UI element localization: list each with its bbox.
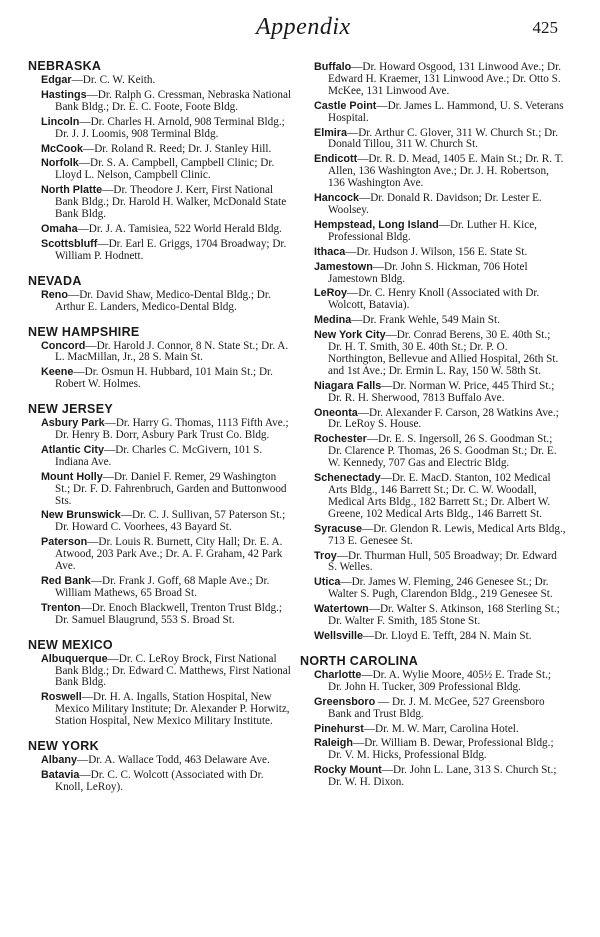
directory-entry [314, 128, 566, 152]
directory-entry [41, 770, 294, 794]
entry-text: —Dr. S. A. Campbell, Campbell Clinic; Dr. Lloyd L. Nelson, Campbell Clinic. [55, 157, 275, 182]
entry-text: —Dr. Frank J. Goff, 68 Maple Ave.; Dr. William Mathews, 65 Broad St. [55, 575, 270, 599]
directory-entry [314, 330, 566, 378]
city-name: Atlantic City [41, 443, 104, 456]
directory-entry [41, 692, 294, 728]
city-name: Hempstead, Long Island [314, 218, 439, 231]
entry-text: —Dr. Earl E. Griggs, 1704 Broadway; Dr. William P. Hodnett. [55, 237, 287, 262]
directory-entry [314, 738, 566, 762]
city-name: Medina [314, 314, 352, 327]
directory-entry [41, 576, 294, 600]
city-name: Albuquerque [41, 652, 108, 665]
directory-entry [41, 75, 294, 87]
entry-text: —Dr. John S. Hickman, 706 Hotel Jamestown Bldg. [328, 260, 528, 285]
state-section-north-carolina [300, 654, 566, 789]
state-heading: NEW HAMPSHIRE [28, 324, 140, 339]
entry-text: —Dr. Thurman Hull, 505 Broadway; Dr. Edward S. Welles. [328, 549, 557, 574]
entry-text: —Dr. William B. Dewar, Professional Bldg.; Dr. V. M. Hicks, Professional Bldg. [328, 737, 554, 762]
entry-text: —Dr. David Shaw, Medico-Dental Bldg.; Dr. Arthur E. Landers, Medico-Dental Bldg. [55, 288, 271, 313]
state-heading: NEW YORK [28, 739, 99, 754]
entry-text: —Dr. Frank Wehle, 549 Main St. [351, 314, 500, 327]
entry-text: —Dr. C. LeRoy Brock, First National Bank Bldg.; Dr. Edward C. Matthews, First National Bank Bldg. [55, 652, 291, 689]
entry-text: —Dr. James W. Fleming, 246 Genesee St.; Dr. Walter S. Pugh, Clarendon Bldg., 219 Genesee St. [328, 576, 553, 601]
city-name: Ithaca [314, 245, 346, 258]
directory-entry [314, 434, 566, 470]
directory-entry [41, 90, 294, 114]
city-name: Jamestown [314, 260, 373, 273]
city-name: Concord [41, 339, 86, 352]
entry-text: —Dr. John L. Lane, 313 S. Church St.; Dr. W. H. Dixon. [328, 764, 557, 789]
city-name: Edgar [41, 74, 72, 86]
city-name: Red Bank [41, 575, 91, 587]
city-name: Buffalo [314, 61, 352, 73]
entry-text: —Dr. C. W. Keith. [71, 74, 156, 86]
page-number: 425 [532, 18, 558, 37]
city-name: Syracuse [314, 522, 363, 535]
city-name: Omaha [41, 222, 78, 235]
city-name: LeRoy [314, 287, 347, 300]
city-name: Niagara Falls [314, 379, 382, 392]
directory-entry [41, 341, 294, 365]
entry-text: —Dr. James L. Hammond, U. S. Veterans Hospital. [328, 99, 564, 124]
directory-entry [314, 315, 566, 327]
city-name: North Platte [41, 184, 103, 197]
directory-entry [314, 262, 566, 286]
directory-entry [314, 247, 566, 259]
entry-text: — Dr. J. M. McGee, 527 Greensboro Bank and Trust Bldg. [328, 695, 545, 720]
entry-text: —Dr. Howard Osgood, 131 Linwood Ave.; Dr. Edward H. Kraemer, 131 Linwood Ave.; Dr. Otto S. McKee, 131 Linwood Ave. [328, 61, 562, 97]
city-name: Batavia [41, 768, 80, 781]
directory-entry [41, 510, 294, 534]
city-name: Scottsbluff [41, 237, 98, 250]
entry-text: —Dr. Donald R. Davidson; Dr. Lester E. Woolsey. [328, 192, 542, 216]
city-name: Pinehurst [314, 722, 364, 735]
city-name: Paterson [41, 536, 88, 549]
entry-text: —Dr. Glendon R. Lewis, Medical Arts Bldg., 713 E. Genesee St. [328, 522, 566, 547]
city-name: Lincoln [41, 115, 80, 128]
page-header [0, 14, 600, 44]
city-name: Schenectady [314, 472, 381, 485]
city-name: Utica [314, 576, 341, 589]
entry-text: —Dr. Ralph G. Cressman, Nebraska National Bank Bldg.; Dr. E. C. Foote, Foote Bldg. [55, 88, 292, 113]
directory-entry [41, 472, 294, 508]
city-name: Endicott [314, 153, 358, 166]
entry-text: —Dr. Charles C. McGivern, 101 S. Indiana Ave. [55, 443, 263, 468]
directory-entry [314, 288, 566, 312]
left-column [28, 59, 294, 797]
directory-entry [41, 117, 294, 141]
directory-entry [314, 220, 566, 244]
entry-text: —Dr. Louis R. Burnett, City Hall; Dr. E. A. Atwood, 203 Park Ave.; Dr. A. F. Graham, 42 Park Ave. [55, 536, 283, 573]
directory-entry [314, 577, 566, 601]
state-section-nevada [28, 274, 294, 314]
entry-text: —Dr. H. A. Ingalls, Station Hospital, New Mexico Military Institute; Dr. Alexander P. Horwitz, Station Hospital, New Mexico Military Institute. [55, 691, 290, 728]
directory-entry [314, 670, 566, 694]
city-name: Trenton [41, 601, 81, 614]
entry-text: —Dr. J. A. Tamisiea, 522 World Herald Bldg. [77, 222, 282, 235]
city-name: Wellsville [314, 629, 364, 642]
state-section-nebraska [28, 59, 294, 263]
city-name: Hastings [41, 88, 87, 101]
directory-entry [314, 381, 566, 405]
directory-entry [314, 724, 566, 736]
entry-text: —Dr. R. D. Mead, 1405 E. Main St.; Dr. R. T. Allen, 136 Washington Ave.; Dr. J. H. Robertson, 136 Washington Ave. [328, 153, 564, 190]
state-heading: NEVADA [28, 273, 82, 288]
state-heading: NEW MEXICO [28, 637, 113, 652]
city-name: McCook [41, 142, 83, 155]
entry-text: —Dr. Alexander F. Carson, 28 Watkins Ave.; Dr. LeRoy S. House. [328, 406, 559, 431]
state-section-continued [300, 62, 566, 643]
directory-entry [314, 765, 566, 789]
right-column [300, 62, 566, 792]
entry-text: —Dr. Theodore J. Kerr, First National Bank Bldg.; Dr. Harold H. Walker, McDonald State Bank Bldg. [55, 184, 287, 221]
city-name: Roswell [41, 691, 82, 704]
state-heading: NORTH CAROLINA [300, 653, 419, 668]
state-heading: NEW JERSEY [28, 402, 113, 417]
entry-text: —Dr. Norman W. Price, 445 Third St.; Dr. R. H. Sherwood, 7813 Buffalo Ave. [328, 379, 555, 404]
page-title: Appendix [256, 14, 351, 40]
directory-entry [41, 239, 294, 263]
entry-text: —Dr. C. C. Wolcott (Associated with Dr. Knoll, LeRoy). [55, 768, 264, 793]
city-name: Greensboro [314, 695, 376, 708]
directory-entry [41, 185, 294, 221]
directory-entry [41, 224, 294, 236]
city-name: Rocky Mount [314, 764, 382, 777]
entry-text: —Dr. E. S. Ingersoll, 26 S. Goodman St.; Dr. Clarence P. Thomas, 26 S. Goodman St.; Dr. E. W. Kennedy, 707 Gas and Electric Bldg. [328, 433, 557, 470]
directory-entry [41, 603, 294, 627]
city-name: Norfolk [41, 157, 79, 170]
state-section-new-jersey [28, 402, 294, 627]
city-name: Charlotte [314, 668, 362, 681]
directory-entry [41, 755, 294, 767]
city-name: Elmira [314, 126, 348, 139]
entry-text: —Dr. Lloyd E. Tefft, 284 N. Main St. [363, 629, 532, 642]
city-name: Raleigh [314, 737, 353, 750]
directory-entry [41, 537, 294, 573]
city-name: Asbury Park [41, 417, 105, 430]
city-name: New Brunswick [41, 509, 121, 522]
directory-entry [314, 193, 566, 217]
entry-text: —Dr. Charles H. Arnold, 908 Terminal Bldg.; Dr. J. J. Loomis, 908 Terminal Bldg. [55, 115, 285, 140]
entry-text: —Dr. Enoch Blackwell, Trenton Trust Bldg.; Dr. Samuel Blaugrund, 553 S. Broad St. [55, 601, 282, 626]
city-name: Hancock [314, 192, 360, 205]
directory-entry [314, 154, 566, 190]
city-name: Mount Holly [41, 470, 103, 483]
directory-entry [314, 408, 566, 432]
directory-entry [41, 654, 294, 690]
city-name: Keene [41, 366, 74, 379]
entry-text: —Dr. A. Wallace Todd, 463 Delaware Ave. [77, 754, 270, 767]
city-name: Rochester [314, 433, 367, 446]
state-heading: NEBRASKA [28, 59, 102, 73]
directory-entry [41, 158, 294, 182]
state-section-new-hampshire [28, 325, 294, 392]
directory-entry [41, 290, 294, 314]
entry-text: —Dr. A. Wylie Moore, 405½ E. Trade St.; Dr. John H. Tucker, 309 Professional Bldg. [328, 668, 552, 693]
directory-entry [314, 631, 566, 643]
entry-text: —Dr. Walter S. Atkinson, 168 Sterling St.; Dr. Walter F. Smith, 185 Stone St. [328, 603, 560, 628]
city-name: Oneonta [314, 406, 358, 419]
entry-text: —Dr. Harry G. Thomas, 1113 Fifth Ave.; Dr. Henry B. Dorr, Asbury Park Trust Co. Bldg. [55, 417, 289, 442]
state-section-new-york [28, 739, 294, 794]
entry-text: —Dr. Luther H. Kice, Professional Bldg. [328, 218, 537, 243]
entry-text: —Dr. Arthur C. Glover, 311 W. Church St.; Dr. Donald Tillou, 311 W. Church St. [328, 126, 559, 151]
directory-entry [41, 445, 294, 469]
state-section-new-mexico [28, 638, 294, 728]
city-name: Reno [41, 288, 68, 301]
city-name: Troy [314, 549, 337, 562]
entry-text: —Dr. Roland R. Reed; Dr. J. Stanley Hill. [83, 142, 272, 155]
city-name: Castle Point [314, 99, 377, 112]
entry-text: —Dr. Harold J. Connor, 8 N. State St.; Dr. A. L. MacMillan, Jr., 28 S. Main St. [55, 339, 289, 364]
directory-entry [314, 551, 566, 575]
entry-text: —Dr. Conrad Berens, 30 E. 40th St.; Dr. H. T. Smith, 30 E. 40th St.; Dr. P. O. Northington, Bellevue and Allied Hospital, 26th St. and 1st Ave.; Dr. Ermin L. Ray, 150 W. 58th St. [328, 329, 559, 377]
directory-entry [314, 524, 566, 548]
entry-text: —Dr. E. MacD. Stanton, 102 Medical Arts Bldg., 146 Barrett St.; Dr. C. W. Woodall, Medical Arts Bldg., 182 Barrett St.; Dr. Albert W. Greene, 102 Medical Arts Bldg., 146 Barrett St. [328, 472, 551, 520]
directory-entry [314, 697, 566, 721]
directory-entry [314, 62, 566, 98]
directory-entry [314, 101, 566, 125]
entry-text: —Dr. C. J. Sullivan, 57 Paterson St.; Dr. Howard C. Voorhees, 43 Bayard St. [55, 509, 286, 534]
directory-entry [314, 473, 566, 521]
city-name: New York City [314, 329, 386, 342]
directory-entry [41, 144, 294, 156]
entry-text: —Dr. Hudson J. Wilson, 156 E. State St. [345, 245, 528, 258]
entry-text: —Dr. M. W. Marr, Carolina Hotel. [363, 722, 519, 735]
city-name: Albany [41, 754, 77, 767]
directory-entry [314, 604, 566, 628]
directory-entry [41, 418, 294, 442]
entry-text: —Dr. C. Henry Knoll (Associated with Dr. Wolcott, Batavia). [328, 287, 540, 312]
entry-text: —Dr. Daniel F. Remer, 29 Washington St.; Dr. F. D. Fahrenbruch, Garden and Buttonwood Sts. [55, 470, 287, 507]
directory-entry [41, 367, 294, 391]
city-name: Watertown [314, 603, 369, 616]
entry-text: —Dr. Osmun H. Hubbard, 101 Main St.; Dr. Robert W. Holmes. [55, 366, 273, 391]
